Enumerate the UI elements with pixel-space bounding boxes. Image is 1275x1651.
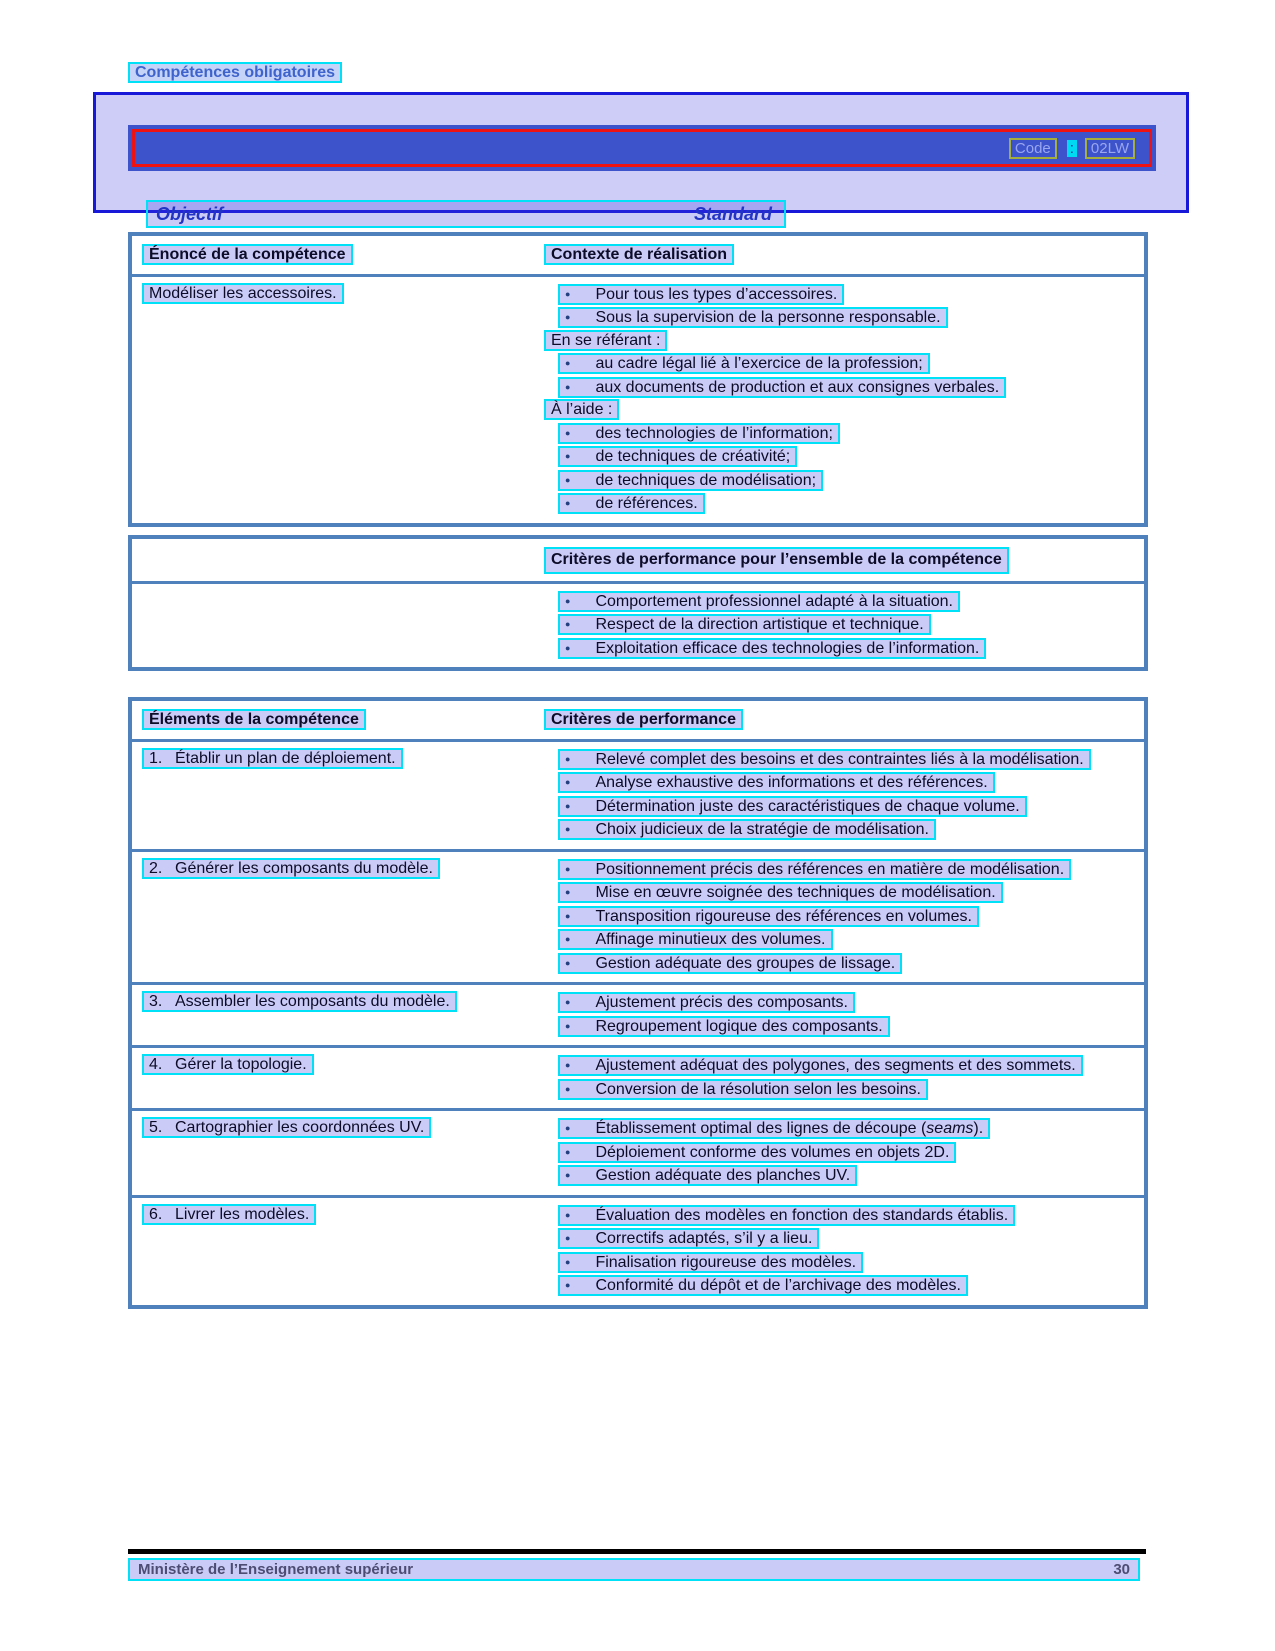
criteria-line bbox=[558, 613, 1101, 637]
row-label-cell bbox=[132, 1117, 528, 1188]
text-highlight: ● Détermination juste des caractéristiques de chaque volume. bbox=[558, 796, 1027, 817]
criteria-line bbox=[558, 469, 1101, 493]
criteria-list bbox=[528, 590, 1144, 661]
text-highlight: ● au cadre légal lié à l’exercice de la profession; bbox=[558, 353, 930, 374]
bullet-icon: ● bbox=[565, 312, 571, 322]
criteria-line bbox=[558, 771, 1101, 795]
row-label: 3. Assembler les composants du modèle. bbox=[142, 991, 457, 1012]
criteria-list bbox=[528, 858, 1144, 976]
header-cell-left bbox=[132, 709, 528, 732]
criteria-line bbox=[558, 445, 1101, 469]
standard-label: Standard bbox=[693, 203, 772, 224]
criteria-line bbox=[558, 818, 1101, 842]
criteria-line bbox=[558, 991, 1101, 1015]
criteria-line bbox=[558, 795, 1101, 819]
text-highlight: À l’aide : bbox=[544, 399, 619, 420]
row-label: Modéliser les accessoires. bbox=[142, 283, 344, 304]
program-banner bbox=[93, 92, 1189, 213]
table-body bbox=[132, 584, 1144, 668]
column-header: Éléments de la compétence bbox=[142, 709, 366, 730]
criteria-line bbox=[544, 399, 1049, 422]
bullet-icon: ● bbox=[565, 358, 571, 368]
row-label: 6. Livrer les modèles. bbox=[142, 1204, 316, 1225]
code-value: 02LW bbox=[1085, 138, 1135, 159]
objectif-standard-row bbox=[146, 200, 786, 228]
page-header-label bbox=[128, 64, 342, 82]
text-highlight: ● Positionnement précis des références en matière de modélisation. bbox=[558, 859, 1071, 880]
text-highlight: ● Ajustement précis des composants. bbox=[558, 992, 855, 1013]
text-highlight: ● Respect de la direction artistique et technique. bbox=[558, 614, 931, 635]
table-row bbox=[132, 849, 1144, 983]
criteria-line bbox=[544, 330, 1049, 353]
bullet-icon: ● bbox=[565, 451, 571, 461]
code-bar-inner bbox=[132, 129, 1152, 167]
row-number: 3. bbox=[149, 993, 163, 1010]
criteria-line bbox=[558, 952, 1101, 976]
footer-page-number: 30 bbox=[1113, 1561, 1130, 1578]
bullet-icon: ● bbox=[565, 863, 571, 874]
text-highlight: ● Évaluation des modèles en fonction des standards établis. bbox=[558, 1205, 1015, 1226]
table-row bbox=[132, 982, 1144, 1045]
code-label: Code bbox=[1009, 138, 1057, 159]
bullet-icon: ● bbox=[565, 1233, 571, 1243]
column-header: Critères de performance bbox=[544, 709, 743, 730]
text-highlight: ● de références. bbox=[558, 493, 705, 514]
column-header: Critères de performance pour l’ensemble de la compétence bbox=[544, 547, 1009, 574]
bullet-icon: ● bbox=[565, 288, 571, 299]
header-cell-right bbox=[528, 709, 1144, 732]
bullet-icon: ● bbox=[565, 800, 571, 811]
objectif-label: Objectif bbox=[156, 203, 224, 224]
header-cell-right bbox=[528, 547, 1144, 574]
bullet-icon: ● bbox=[565, 595, 571, 606]
bullet-icon: ● bbox=[565, 957, 571, 968]
table-row bbox=[132, 1195, 1144, 1305]
criteria-list bbox=[528, 1117, 1144, 1188]
bullet-icon: ● bbox=[565, 997, 571, 1007]
criteria-list bbox=[528, 1204, 1144, 1298]
text-highlight: ● Transposition rigoureuse des références en volumes. bbox=[558, 906, 979, 927]
top-label-text: Compétences obligatoires bbox=[128, 62, 342, 83]
row-label-cell bbox=[132, 991, 528, 1038]
column-header: Contexte de réalisation bbox=[544, 244, 734, 265]
row-label-cell bbox=[132, 858, 528, 976]
bullet-icon: ● bbox=[565, 887, 571, 897]
row-label: 1. Établir un plan de déploiement. bbox=[142, 748, 403, 769]
header-cell-left bbox=[132, 244, 528, 267]
row-label-cell bbox=[132, 590, 528, 661]
row-label-cell bbox=[132, 1054, 528, 1101]
bullet-icon: ● bbox=[565, 1256, 571, 1267]
code-bar bbox=[128, 125, 1156, 171]
row-label-cell bbox=[132, 283, 528, 516]
bullet-icon: ● bbox=[565, 642, 571, 653]
bullet-icon: ● bbox=[565, 1170, 571, 1180]
bullet-icon: ● bbox=[565, 1060, 571, 1070]
criteria-line bbox=[558, 492, 1101, 516]
text-highlight: ● Conformité du dépôt et de l’archivage des modèles. bbox=[558, 1275, 968, 1296]
bullet-icon: ● bbox=[565, 427, 571, 438]
text-highlight: ● Ajustement adéquat des polygones, des segments et des sommets. bbox=[558, 1055, 1083, 1076]
bullet-icon: ● bbox=[565, 1123, 571, 1133]
criteria-line bbox=[558, 352, 1101, 376]
text-highlight: ● Gestion adéquate des groupes de lissage. bbox=[558, 953, 902, 974]
header-cell-left bbox=[132, 547, 528, 574]
text-highlight: ● Finalisation rigoureuse des modèles. bbox=[558, 1252, 863, 1273]
bullet-icon: ● bbox=[565, 1280, 571, 1290]
criteria-list bbox=[528, 283, 1144, 516]
column-header: Énoncé de la compétence bbox=[142, 244, 353, 265]
text-highlight: ● Regroupement logique des composants. bbox=[558, 1016, 890, 1037]
criteria-line bbox=[558, 637, 1101, 661]
text-highlight: ● des technologies de l’information; bbox=[558, 423, 840, 444]
text-highlight: ● Choix judicieux de la stratégie de modélisation. bbox=[558, 819, 936, 840]
text-highlight: ● Relevé complet des besoins et des contraintes liés à la modélisation. bbox=[558, 749, 1091, 770]
criteria-line bbox=[558, 1251, 1101, 1275]
row-label: 2. Générer les composants du modèle. bbox=[142, 858, 440, 879]
bullet-icon: ● bbox=[565, 381, 571, 392]
criteria-line bbox=[558, 306, 1101, 330]
text-highlight: ● aux documents de production et aux consignes verbales. bbox=[558, 377, 1006, 398]
row-number: 6. bbox=[149, 1205, 163, 1223]
bullet-icon: ● bbox=[565, 1209, 571, 1220]
criteria-line bbox=[558, 283, 1101, 307]
row-number: 1. bbox=[149, 749, 163, 767]
criteria-line bbox=[558, 1078, 1101, 1102]
criteria-line bbox=[558, 858, 1101, 882]
text-highlight: ● de techniques de créativité; bbox=[558, 446, 797, 467]
table-row bbox=[132, 742, 1144, 849]
table-row bbox=[132, 1108, 1144, 1195]
criteria-line bbox=[558, 422, 1101, 446]
criteria-line bbox=[558, 1274, 1101, 1298]
bullet-icon: ● bbox=[565, 910, 571, 921]
performance-global-table bbox=[128, 535, 1148, 671]
criteria-line bbox=[558, 1164, 1101, 1188]
bullet-icon: ● bbox=[565, 934, 571, 944]
text-highlight: ● Conversion de la résolution selon les besoins. bbox=[558, 1079, 928, 1100]
row-label-cell bbox=[132, 748, 528, 842]
criteria-line bbox=[558, 1054, 1101, 1078]
criteria-list bbox=[528, 991, 1144, 1038]
text-highlight: ● Analyse exhaustive des informations et des références. bbox=[558, 772, 995, 793]
bullet-icon: ● bbox=[565, 498, 571, 508]
criteria-line bbox=[558, 1204, 1101, 1228]
italic-text: seams bbox=[926, 1120, 974, 1137]
criteria-list bbox=[528, 1054, 1144, 1101]
text-highlight: ● Gestion adéquate des planches UV. bbox=[558, 1165, 857, 1186]
text-highlight: ● Pour tous les types d’accessoires. bbox=[558, 284, 844, 305]
text-highlight: ● Établissement optimal des lignes de découpe (seams). bbox=[558, 1118, 990, 1139]
criteria-line bbox=[558, 1227, 1101, 1251]
criteria-line bbox=[558, 1015, 1101, 1039]
bullet-icon: ● bbox=[565, 1020, 571, 1031]
table-header-row bbox=[132, 236, 1144, 277]
criteria-line bbox=[558, 928, 1101, 952]
elements-table bbox=[128, 697, 1148, 1309]
footer-bar bbox=[128, 1558, 1140, 1581]
text-highlight: ● Exploitation efficace des technologies de l’information. bbox=[558, 638, 986, 659]
criteria-line bbox=[558, 1141, 1101, 1165]
table-body bbox=[132, 277, 1144, 523]
bullet-icon: ● bbox=[565, 753, 571, 764]
text-highlight: ● Mise en œuvre soignée des techniques de modélisation. bbox=[558, 882, 1003, 903]
text-highlight: ● Sous la supervision de la personne responsable. bbox=[558, 307, 948, 328]
criteria-line bbox=[558, 881, 1101, 905]
bullet-icon: ● bbox=[565, 619, 571, 629]
text-highlight: ● Déploiement conforme des volumes en objets 2D. bbox=[558, 1142, 956, 1163]
text-highlight: ● Affinage minutieux des volumes. bbox=[558, 929, 833, 950]
header-cell-right bbox=[528, 244, 1144, 267]
bullet-icon: ● bbox=[565, 824, 571, 834]
text-highlight: ● de techniques de modélisation; bbox=[558, 470, 823, 491]
row-number: 2. bbox=[149, 859, 163, 877]
bullet-icon: ● bbox=[565, 474, 571, 485]
row-number: 5. bbox=[149, 1119, 163, 1136]
row-label: 5. Cartographier les coordonnées UV. bbox=[142, 1117, 431, 1138]
text-highlight: ● Correctifs adaptés, s’il y a lieu. bbox=[558, 1228, 819, 1249]
table-row bbox=[132, 277, 1144, 523]
criteria-line bbox=[558, 376, 1101, 400]
table-header-row bbox=[132, 539, 1144, 584]
bullet-icon: ● bbox=[565, 1083, 571, 1094]
competence-table bbox=[128, 232, 1148, 527]
table-body bbox=[132, 742, 1144, 1305]
criteria-line bbox=[558, 905, 1101, 929]
table-row bbox=[132, 584, 1144, 668]
row-label: 4. Gérer la topologie. bbox=[142, 1054, 314, 1075]
footer-ministry: Ministère de l’Enseignement supérieur bbox=[138, 1561, 414, 1578]
row-label-cell bbox=[132, 1204, 528, 1298]
criteria-list bbox=[528, 748, 1144, 842]
code-separator: : bbox=[1067, 140, 1077, 157]
row-number: 4. bbox=[149, 1056, 163, 1073]
criteria-line bbox=[558, 748, 1101, 772]
criteria-line bbox=[558, 1117, 1101, 1141]
criteria-line bbox=[558, 590, 1101, 614]
table-header-row bbox=[132, 701, 1144, 742]
text-highlight: ● Comportement professionnel adapté à la situation. bbox=[558, 591, 960, 612]
table-row bbox=[132, 1045, 1144, 1108]
bullet-icon: ● bbox=[565, 777, 571, 787]
footer-rule bbox=[128, 1549, 1146, 1554]
bullet-icon: ● bbox=[565, 1146, 571, 1157]
text-highlight: En se référant : bbox=[544, 330, 667, 351]
